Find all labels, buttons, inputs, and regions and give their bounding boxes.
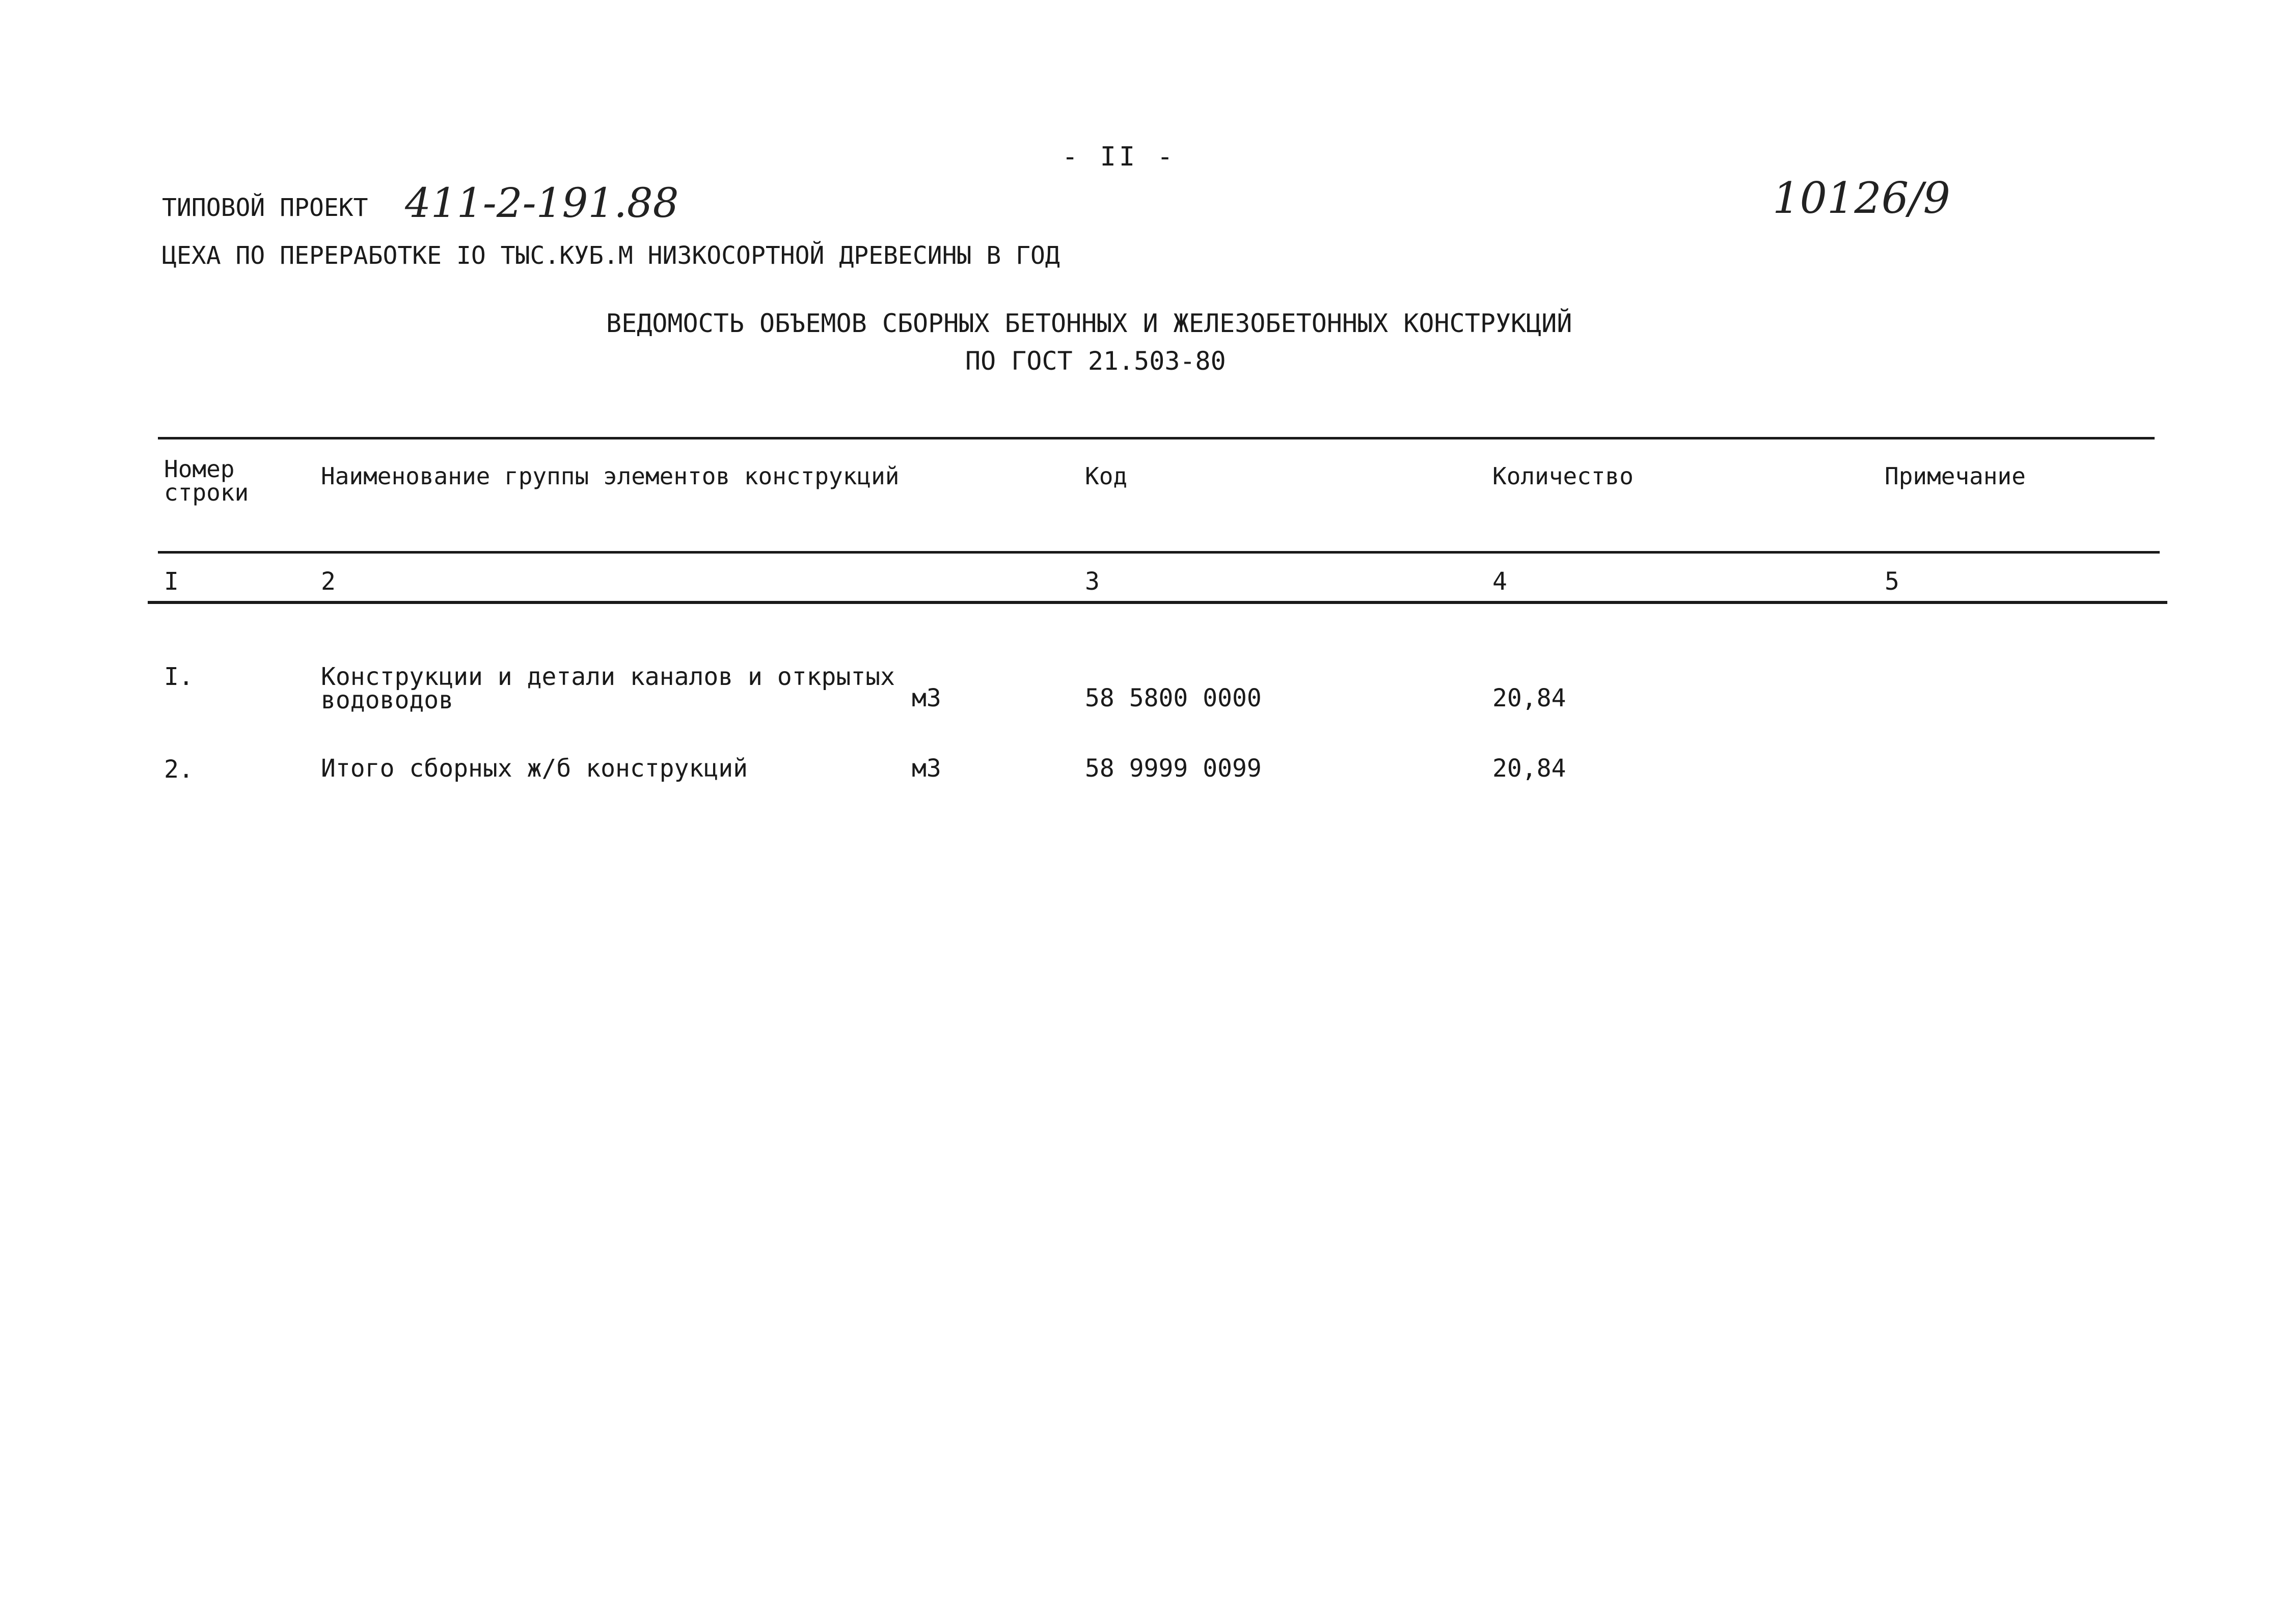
header-code: Код — [1085, 462, 1128, 490]
row-name-line1: Конструкции и детали каналов и открытых — [321, 663, 895, 691]
row-quantity: 20,84 — [1492, 684, 1566, 712]
row-code: 58 9999 0099 — [1085, 754, 1262, 783]
column-number: I — [164, 567, 179, 596]
table-top-rule — [158, 437, 2155, 439]
header-bottom-rule — [158, 551, 2160, 554]
header-note: Примечание — [1885, 462, 2026, 490]
row-code: 58 5800 0000 — [1085, 684, 1262, 712]
column-number: 2 — [321, 567, 336, 596]
column-number: 5 — [1885, 567, 1899, 596]
row-number: I. — [164, 663, 194, 691]
header-row-number — [164, 457, 249, 504]
row-name-line2: водоводов — [321, 686, 454, 714]
sheet-code: 10126/9 — [1773, 173, 1950, 223]
document-title: ВЕДОМОСТЬ ОБЪЕМОВ СБОРНЫХ БЕТОННЫХ И ЖЕЛЕЗОБЕТОННЫХ КОНСТРУКЦИЙ — [606, 309, 1572, 338]
page-number: - II - — [1062, 142, 1176, 172]
header-row-number-line2: строки — [164, 479, 249, 506]
row-number: 2. — [164, 755, 194, 784]
workshop-title: ЦЕХА ПО ПЕРЕРАБОТКЕ IO ТЫС.КУБ.М НИЗКОСОРТНОЙ ДРЕВЕСИНЫ В ГОД — [162, 241, 1060, 270]
row-quantity: 20,84 — [1492, 754, 1566, 783]
row-unit: м3 — [912, 754, 941, 783]
row-name: Итого сборных ж/б конструкций — [321, 754, 748, 783]
project-number: 411-2-191.88 — [405, 179, 679, 227]
row-unit: м3 — [912, 684, 941, 712]
header-quantity: Количество — [1492, 462, 1634, 490]
project-label: ТИПОВОЙ ПРОЕКТ — [162, 194, 368, 222]
header-name: Наименование группы элементов конструкций — [321, 462, 900, 490]
column-number: 4 — [1492, 567, 1507, 596]
column-number: 3 — [1085, 567, 1100, 596]
document-standard: ПО ГОСТ 21.503-80 — [965, 346, 1226, 376]
header-row-number-line1: Номер — [164, 455, 235, 483]
column-numbers-bottom-rule — [148, 601, 2167, 604]
row-name — [321, 665, 895, 712]
